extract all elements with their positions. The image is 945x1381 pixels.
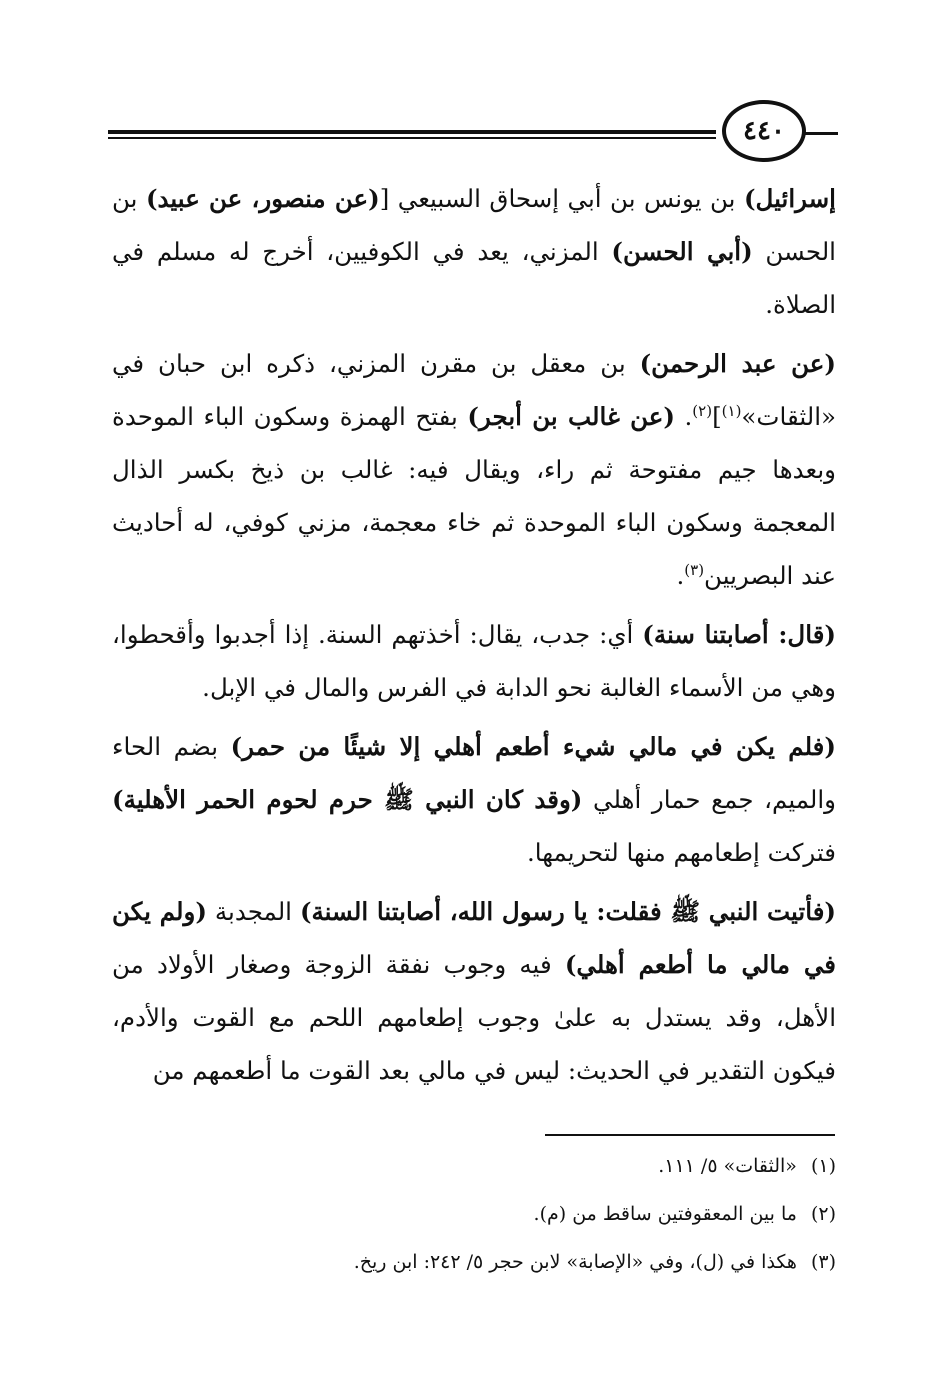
- text-run: .: [676, 561, 685, 590]
- footnotes: [112, 1142, 836, 1286]
- footnote: [112, 1190, 836, 1238]
- footnote-text: ما بين المعقوفتين ساقط من (م).: [533, 1203, 797, 1225]
- footnote-ref: (١): [721, 401, 742, 420]
- header-rule-thick: [108, 130, 716, 134]
- text-run: بضم الحاء والميم، جمع حمار أهلي: [112, 732, 836, 814]
- footnote-text: «الثقات» ٥/ ١١١.: [658, 1155, 797, 1177]
- footnote: [112, 1238, 836, 1286]
- footnote: [112, 1142, 836, 1190]
- footnote-text: هكذا في (ل)، وفي «الإصابة» لابن حجر ٥/ ٢٤٢: ابن ريخ.: [353, 1251, 797, 1273]
- header-rule-thin: [108, 137, 716, 139]
- text-run: بن معقل بن مقرن المزني، ذكره ابن حبان في «الثقات»: [112, 349, 836, 431]
- page-number: ٤٤٠: [722, 100, 806, 162]
- text-run: بن الحسن: [112, 184, 836, 266]
- bold-text: (وقد كان النبي ﷺ حرم لحوم الحمر الأهلية): [112, 785, 583, 814]
- text-run: المزني، يعد في الكوفيين، أخرج له مسلم في الصلاة.: [112, 237, 836, 319]
- paragraph: [112, 337, 836, 602]
- footnote-ref: (٣): [684, 560, 705, 579]
- bold-text: (فلم يكن في مالي شيء أطعم أهلي إلا شيئًا من حمر): [230, 732, 836, 761]
- bold-text: إسرائيل): [743, 184, 836, 213]
- text-run: ]: [712, 402, 722, 431]
- footnote-separator: [545, 1134, 835, 1136]
- text-run: المجدبة: [206, 897, 300, 926]
- text-run: أي: جدب، يقال: أخذتهم السنة. إذا أجدبوا وأقحطوا، وهي من الأسماء الغالبة نحو الدابة في الفرس والمال في الإبل.: [112, 620, 836, 702]
- footnote-number: (٣): [810, 1251, 836, 1273]
- header-rule-end: [802, 132, 838, 135]
- bold-text: (فأتيت النبي ﷺ فقلت: يا رسول الله، أصابتنا السنة): [299, 897, 837, 926]
- footnote-number: (٢): [810, 1203, 836, 1225]
- footnote-ref: (٢): [692, 401, 713, 420]
- text-run: فتركت إطعامهم منها لتحريمها.: [526, 838, 836, 867]
- bold-text: (ولم يكن في مالي ما أطعم أهلي): [112, 897, 836, 979]
- text-run: بفتح الهمزة وسكون الباء الموحدة وبعدها جيم مفتوحة ثم راء، ويقال فيه: غالب بن ذيخ بكسر الذال المعجمة وسكون الباء الموحدة ثم خاء معجمة، مزني كوفي، له أحاديث عند البصريين: [112, 402, 836, 590]
- bold-text: (عن غالب بن أبجر): [467, 402, 675, 431]
- bold-text: (قال: أصابتنا سنة): [642, 620, 837, 649]
- bold-text: (أبي الحسن): [611, 237, 753, 266]
- paragraph: [112, 720, 836, 879]
- text-run: .: [674, 402, 693, 431]
- text-run: فيه وجوب نفقة الزوجة وصغار الأولاد من الأهل، وقد يستدل به علىٰ وجوب إطعامهم اللحم مع القوت والأدم، فيكون التقدير في الحديث: ليس في مالي بعد القوت ما أطعمهم من: [112, 950, 836, 1085]
- bold-text: (عن منصور، عن عبيد): [145, 184, 380, 213]
- paragraph: [112, 608, 836, 714]
- paragraph: [112, 885, 836, 1097]
- paragraph: [112, 172, 836, 331]
- footnote-number: (١): [810, 1155, 836, 1177]
- main-text: [112, 172, 836, 1103]
- bold-text: (عن عبد الرحمن): [639, 349, 836, 378]
- text-run: بن يونس بن أبي إسحاق السبيعي [: [379, 184, 744, 213]
